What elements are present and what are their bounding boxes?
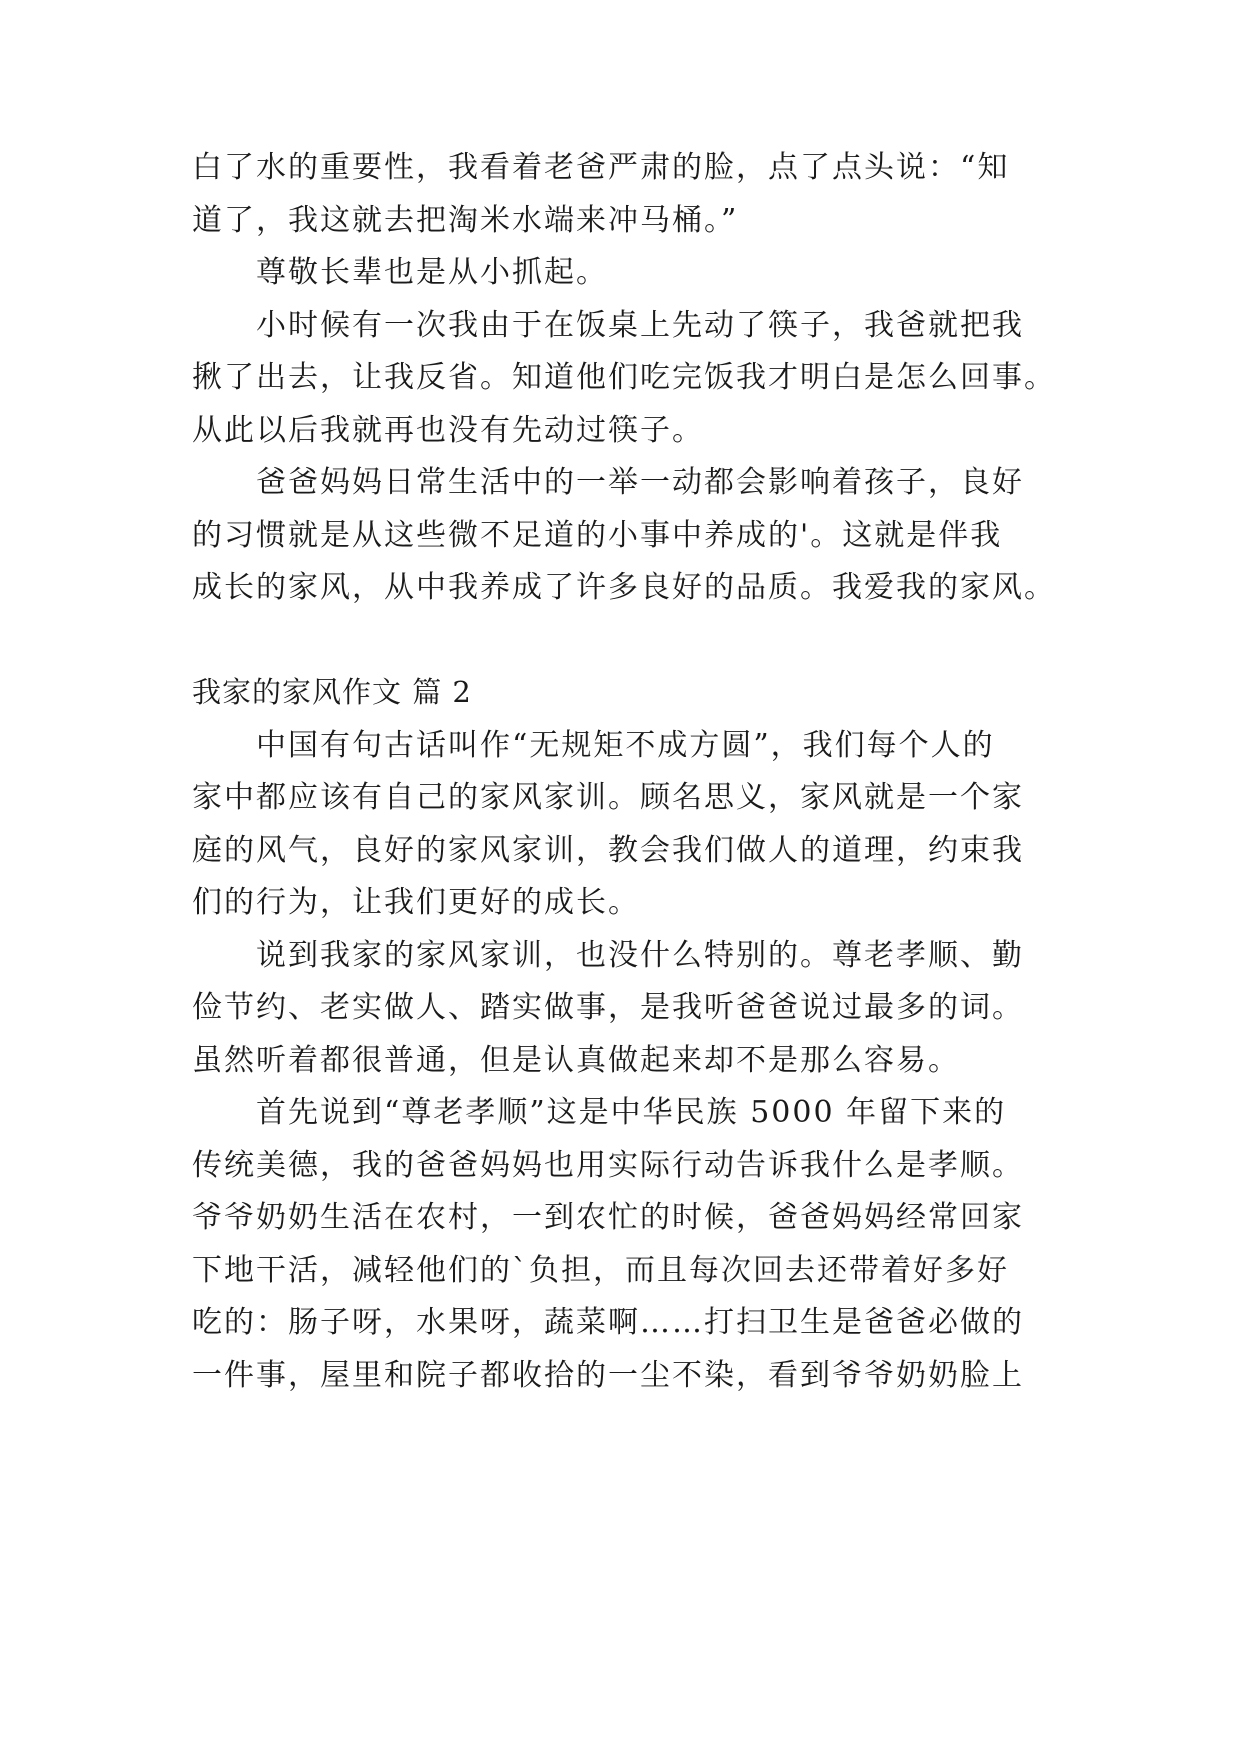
text-line: 一件事，屋里和院子都收拾的一尘不染，看到爷爷奶奶脸上 bbox=[192, 1358, 1024, 1393]
text-line: 爸爸妈妈日常生活中的一举一动都会影响着孩子，良好 bbox=[256, 465, 1024, 500]
text-line: 小时候有一次我由于在饭桌上先动了筷子，我爸就把我 bbox=[256, 308, 1024, 343]
text-line: 首先说到“尊老孝顺”这是中华民族 5000 年留下来的 bbox=[256, 1095, 1007, 1130]
text-line: 吃的：肠子呀，水果呀，蔬菜啊……打扫卫生是爸爸必做的 bbox=[192, 1305, 1024, 1340]
text-line: 俭节约、老实做人、踏实做事，是我听爸爸说过最多的词。 bbox=[192, 990, 1024, 1025]
text-line: 揪了出去，让我反省。知道他们吃完饭我才明白是怎么回事。 bbox=[192, 360, 1056, 395]
text-line: 尊敬长辈也是从小抓起。 bbox=[256, 255, 608, 290]
text-line: 下地干活，减轻他们的`负担，而且每次回去还带着好多好 bbox=[192, 1253, 1009, 1288]
text-line: 家中都应该有自己的家风家训。顾名思义，家风就是一个家 bbox=[192, 780, 1024, 815]
text-line: 虽然听着都很普通，但是认真做起来却不是那么容易。 bbox=[192, 1043, 960, 1078]
text-line: 爷爷奶奶生活在农村，一到农忙的时候，爸爸妈妈经常回家 bbox=[192, 1200, 1024, 1235]
text-line: 说到我家的家风家训，也没什么特别的。尊老孝顺、勤 bbox=[256, 938, 1024, 973]
section-heading: 我家的家风作文 篇 2 bbox=[192, 675, 472, 709]
text-line: 们的行为，让我们更好的成长。 bbox=[192, 885, 640, 920]
text-line: 道了，我这就去把淘米水端来冲马桶。” bbox=[192, 203, 739, 238]
text-line: 中国有句古话叫作“无规矩不成方圆”，我们每个人的 bbox=[256, 728, 995, 763]
text-line: 的习惯就是从这些微不足道的小事中养成的'。这就是伴我 bbox=[192, 518, 1003, 553]
text-line: 从此以后我就再也没有先动过筷子。 bbox=[192, 413, 704, 448]
text-line: 白了水的重要性，我看着老爸严肃的脸，点了点头说：“知 bbox=[192, 150, 1010, 185]
text-line: 传统美德，我的爸爸妈妈也用实际行动告诉我什么是孝顺。 bbox=[192, 1148, 1024, 1183]
text-line: 庭的风气，良好的家风家训，教会我们做人的道理，约束我 bbox=[192, 833, 1024, 868]
text-line: 成长的家风，从中我养成了许多良好的品质。我爱我的家风。 bbox=[192, 570, 1056, 605]
